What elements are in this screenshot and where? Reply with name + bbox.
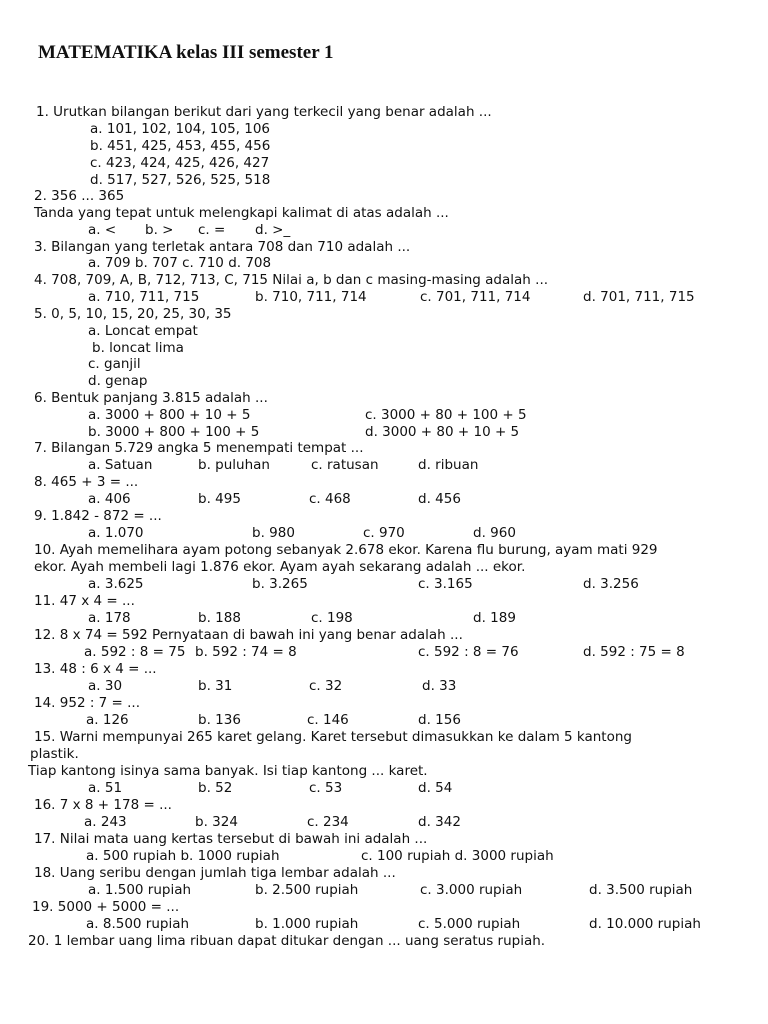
answer-option: b. puluhan (198, 457, 270, 473)
answer-option: c. 423, 424, 425, 426, 427 (90, 155, 270, 171)
answer-option: b. 1.000 rupiah (255, 916, 359, 932)
answer-option: a. 1.500 rupiah (88, 882, 192, 898)
answer-option: b. 324 (195, 814, 238, 830)
answer-option: a. Satuan (88, 457, 153, 473)
question-text: 3. Bilangan yang terletak antara 708 dan 710 adalah ... (34, 239, 411, 255)
question-text: 15. Warni mempunyai 265 karet gelang. Karet tersebut dimasukkan ke dalam 5 kantong (34, 729, 632, 745)
answer-option: c. 234 (307, 814, 349, 830)
answer-option: a. Loncat empat (88, 323, 198, 339)
question-text: 14. 952 : 7 = ... (34, 695, 141, 711)
answer-option: d. 189 (473, 610, 516, 626)
answer-option: a. 8.500 rupiah (86, 916, 190, 932)
answer-option: b. 136 (198, 712, 241, 728)
question-text: 8. 465 + 3 = ... (34, 474, 139, 490)
answer-option: a. 101, 102, 104, 105, 106 (90, 121, 271, 137)
answer-option: b. 2.500 rupiah (255, 882, 359, 898)
question-text: 1. Urutkan bilangan berikut dari yang terkecil yang benar adalah ... (36, 104, 492, 120)
answer-option: c. ratusan (311, 457, 379, 473)
answer-option: a. 243 (84, 814, 127, 830)
answer-option: a. 710, 711, 715 (88, 289, 200, 305)
question-text: Tanda yang tepat untuk melengkapi kalimat di atas adalah ... (34, 205, 449, 221)
answer-option: c. 3000 + 80 + 100 + 5 (365, 407, 527, 423)
answer-option: b. 31 (198, 678, 233, 694)
answer-option: d. 456 (418, 491, 461, 507)
answer-option: a. 3.625 (88, 576, 144, 592)
answer-option: b. 495 (198, 491, 241, 507)
answer-option: d. 517, 527, 526, 525, 518 (90, 172, 271, 188)
question-text: Tiap kantong isinya sama banyak. Isi tiap kantong ... karet. (28, 763, 428, 779)
question-text: 9. 1.842 - 872 = ... (34, 508, 162, 524)
answer-option: a. 51 (88, 780, 123, 796)
question-text: 6. Bentuk panjang 3.815 adalah ... (34, 390, 268, 406)
answer-option: c. 3.165 (418, 576, 473, 592)
answer-option: b. 980 (252, 525, 295, 541)
answer-option: d. 342 (418, 814, 461, 830)
answer-option: d. 3.256 (583, 576, 639, 592)
answer-option: c. 468 (309, 491, 351, 507)
answer-option: a. 30 (88, 678, 123, 694)
answer-option: a. 592 : 8 = 75 (84, 644, 186, 660)
answer-option: d. genap (88, 373, 148, 389)
answer-option: d. 10.000 rupiah (589, 916, 701, 932)
answer-option: d. 701, 711, 715 (583, 289, 695, 305)
answer-option: d. 156 (418, 712, 461, 728)
question-text: 17. Nilai mata uang kertas tersebut di bawah ini adalah ... (34, 831, 428, 847)
answer-option: a. 3000 + 800 + 10 + 5 (88, 407, 251, 423)
answer-option: b. 52 (198, 780, 233, 796)
answer-option: a. 500 rupiah b. 1000 rupiah (86, 848, 280, 864)
question-text: 19. 5000 + 5000 = ... (32, 899, 180, 915)
answer-option: a. 1.070 (88, 525, 144, 541)
answer-option: c. = (198, 222, 226, 238)
answer-option: b. 710, 711, 714 (255, 289, 367, 305)
question-text: 12. 8 x 74 = 592 Pernyataan di bawah ini yang benar adalah ... (34, 627, 463, 643)
answer-option: b. 451, 425, 453, 455, 456 (90, 138, 271, 154)
question-text: 20. 1 lembar uang lima ribuan dapat ditukar dengan ... uang seratus rupiah. (28, 933, 546, 949)
answer-option: c. 701, 711, 714 (420, 289, 531, 305)
question-text: 11. 47 x 4 = ... (34, 593, 135, 609)
answer-option: c. 5.000 rupiah (418, 916, 521, 932)
answer-option: d. ribuan (418, 457, 479, 473)
answer-option: a. 126 (86, 712, 129, 728)
answer-option: d. 3.500 rupiah (589, 882, 693, 898)
answer-option: c. 3.000 rupiah (420, 882, 523, 898)
answer-option: b. > (145, 222, 174, 238)
answer-option: b. 3000 + 800 + 100 + 5 (88, 424, 260, 440)
answer-option: d. 960 (473, 525, 516, 541)
answer-option: a. < (88, 222, 117, 238)
answer-option: c. 146 (307, 712, 349, 728)
question-text: 13. 48 : 6 x 4 = ... (34, 661, 157, 677)
answer-option: b. 592 : 74 = 8 (195, 644, 297, 660)
answer-option: d. 3000 + 80 + 10 + 5 (365, 424, 520, 440)
question-text: 7. Bilangan 5.729 angka 5 menempati tempat ... (34, 440, 364, 456)
answer-option: c. 53 (309, 780, 343, 796)
answer-option: a. 406 (88, 491, 131, 507)
answer-option: c. 198 (311, 610, 353, 626)
question-text: 10. Ayah memelihara ayam potong sebanyak 2.678 ekor. Karena flu burung, ayam mati 929 (34, 542, 658, 558)
answer-option: c. 100 rupiah d. 3000 rupiah (361, 848, 554, 864)
question-text: 16. 7 x 8 + 178 = ... (34, 797, 172, 813)
answer-option: c. ganjil (88, 356, 141, 372)
question-text: plastik. (30, 746, 79, 762)
answer-option: a. 178 (88, 610, 131, 626)
question-text: ekor. Ayah membeli lagi 1.876 ekor. Ayam ayah sekarang adalah ... ekor. (34, 559, 526, 575)
answer-option: d. 54 (418, 780, 453, 796)
answer-option: c. 32 (309, 678, 343, 694)
question-text: 18. Uang seribu dengan jumlah tiga lembar adalah ... (34, 865, 396, 881)
answer-option: a. 709 b. 707 c. 710 d. 708 (88, 255, 272, 271)
answer-option: b. loncat lima (92, 340, 184, 356)
question-text: 5. 0, 5, 10, 15, 20, 25, 30, 35 (34, 306, 232, 322)
question-text: 2. 356 ... 365 (34, 188, 125, 204)
answer-option: d. >_ (255, 222, 291, 238)
answer-option: c. 970 (363, 525, 405, 541)
answer-option: b. 3.265 (252, 576, 308, 592)
page-title: MATEMATIKA kelas III semester 1 (38, 42, 334, 63)
answer-option: d. 592 : 75 = 8 (583, 644, 685, 660)
answer-option: b. 188 (198, 610, 241, 626)
answer-option: c. 592 : 8 = 76 (418, 644, 519, 660)
question-text: 4. 708, 709, A, B, 712, 713, C, 715 Nilai a, b dan c masing-masing adalah ... (34, 272, 549, 288)
answer-option: d. 33 (422, 678, 457, 694)
